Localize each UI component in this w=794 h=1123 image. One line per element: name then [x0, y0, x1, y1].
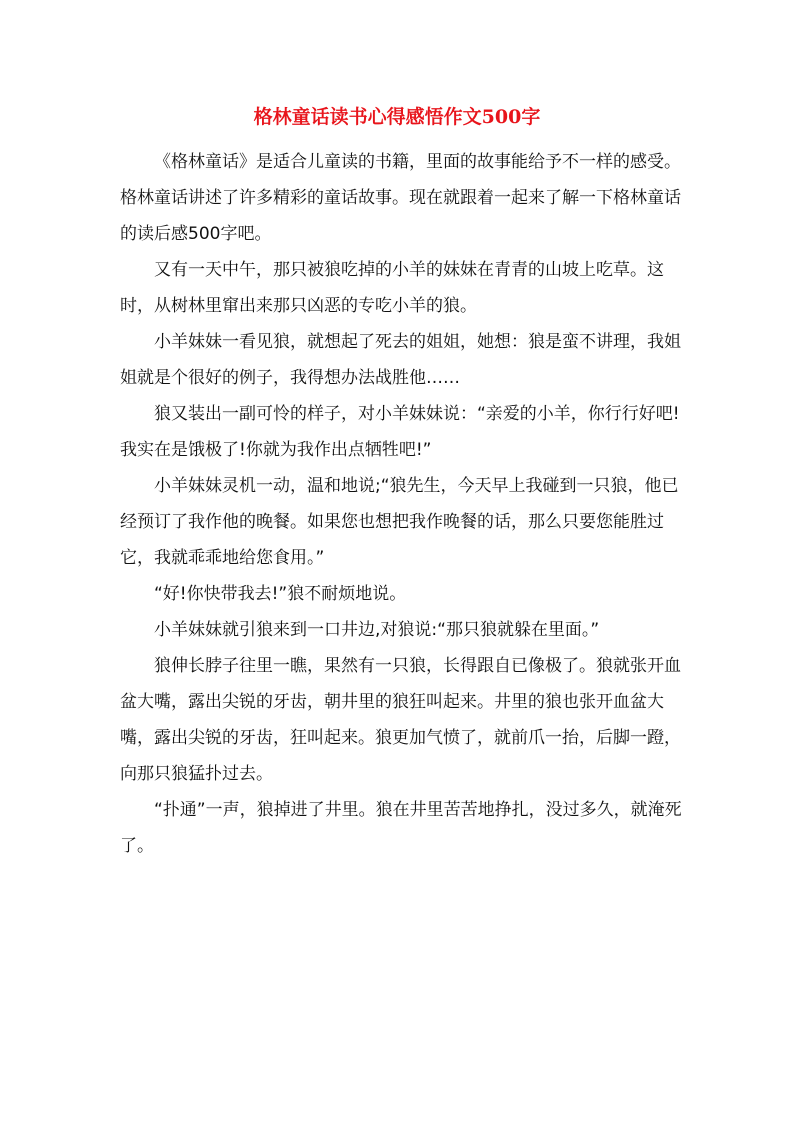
paragraph-5: 小羊妹妹灵机一动，温和地说;“狼先生，今天早上我碰到一只狼，他已经预订了我作他的晚餐。如果您也想把我作晚餐的话，那么只要您能胜过它，我就乖乖地给您食用。”	[120, 476, 679, 568]
document-body	[120, 144, 682, 864]
paragraph-4: 狼又装出一副可怜的样子，对小羊妹妹说：“亲爱的小羊，你行行好吧!我实在是饿极了!你就为我作出点牺牲吧!”	[120, 404, 680, 460]
paragraph-7: 小羊妹妹就引狼来到一口井边,对狼说:“那只狼就躲在里面。”	[154, 620, 600, 640]
paragraph-6: “好!你快带我去!”狼不耐烦地说。	[154, 584, 407, 604]
paragraph-9: “扑通”一声，狼掉进了井里。狼在井里苦苦地挣扎，没过多久，就淹死了。	[120, 800, 682, 856]
paragraph-3: 小羊妹妹一看见狼，就想起了死去的姐姐，她想：狼是蛮不讲理，我姐姐就是个很好的例子，我得想办法战胜他……	[120, 332, 681, 388]
paragraph-8: 狼伸长脖子往里一瞧，果然有一只狼，长得跟自已像极了。狼就张开血盆大嘴，露出尖锐的牙齿，朝井里的狼狂叫起来。井里的狼也张开血盆大嘴，露出尖锐的牙齿，狂叫起来。狼更加气愤了，就前爪一抬，后脚一蹬，向那只狼猛扑过去。	[120, 656, 681, 784]
paragraph-2: 又有一天中午，那只被狼吃掉的小羊的妹妹在青青的山坡上吃草。这时，从树林里窜出来那只凶恶的专吃小羊的狼。	[120, 260, 664, 316]
paragraph-1: 《格林童话》是适合儿童读的书籍，里面的故事能给予不一样的感受。格林童话讲述了许多精彩的童话故事。现在就跟着一起来了解一下格林童话的读后感500字吧。	[120, 152, 681, 244]
document-title: 格林童话读书心得感悟作文500字	[253, 106, 541, 128]
